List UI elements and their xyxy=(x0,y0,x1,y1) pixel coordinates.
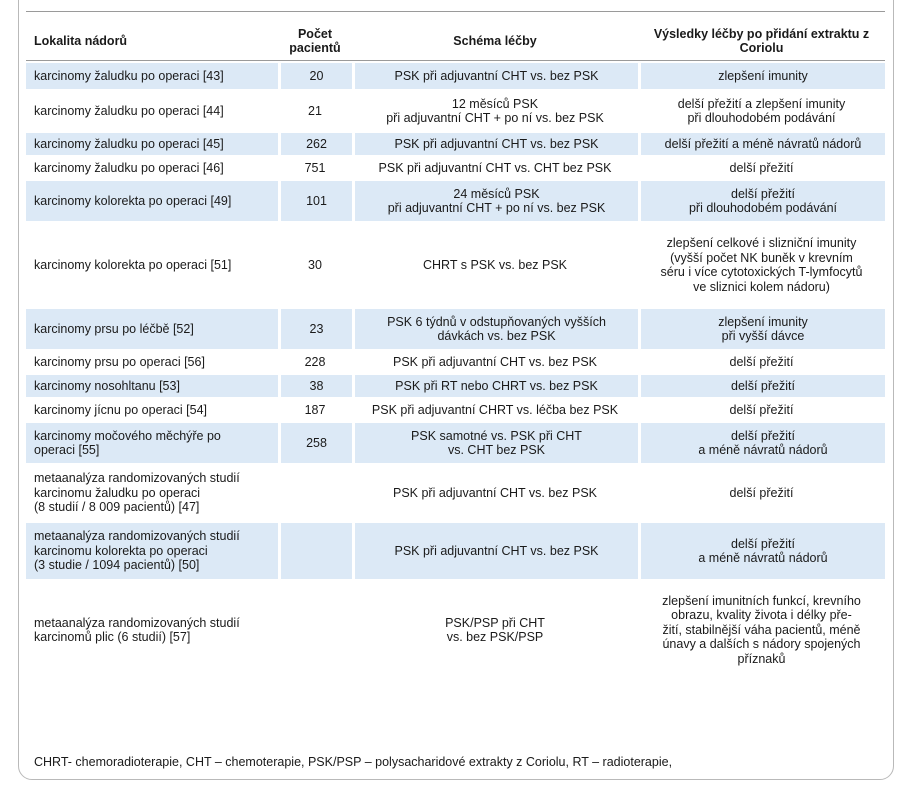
cell-scheme: PSK při adjuvantní CHT vs. bez PSK xyxy=(352,63,638,89)
cell-location: karcinomy prsu po léčbě [52] xyxy=(26,309,278,349)
cell-patients: 21 xyxy=(308,103,322,118)
table-row xyxy=(26,309,885,349)
header-results: Výsledky léčby po přidání extraktu z Coriolu xyxy=(638,21,885,61)
cell-patients: 262 xyxy=(278,133,352,155)
cell-location: karcinomy žaludku po operaci [44] xyxy=(34,103,224,118)
cell-patients: 228 xyxy=(304,354,326,369)
cell-patients: 101 xyxy=(278,181,352,221)
cell-result: delší přežití xyxy=(729,354,794,369)
cell-scheme: PSK 6 týdnů v odstupňovaných vyšších dávkách vs. bez PSK xyxy=(352,309,638,349)
header-row xyxy=(26,21,885,61)
table-row xyxy=(26,181,885,221)
cell-patients xyxy=(278,465,352,521)
cell-scheme: PSK samotné vs. PSK při CHT vs. CHT bez PSK xyxy=(352,423,638,463)
cell-scheme: 12 měsíců PSK při adjuvantní CHT + po ní vs. bez PSK xyxy=(386,96,604,125)
table-row xyxy=(26,63,885,89)
cell-scheme: 24 měsíců PSK při adjuvantní CHT + po ní vs. bez PSK xyxy=(352,181,638,221)
cell-patients: 258 xyxy=(278,423,352,463)
cell-result: zlepšení imunity při vyšší dávce xyxy=(638,309,885,349)
cell-patients xyxy=(278,581,352,679)
cell-result: zlepšení imunitních funkcí, krevního obrazu, kvality života i délky pře- žití, stabilnější váha pacientů, méně únavy a dalších s nádory spojených příznaků xyxy=(662,593,861,666)
cell-patients: 38 xyxy=(278,375,352,397)
cell-scheme: PSK při adjuvantní CHT vs. bez PSK xyxy=(352,133,638,155)
cell-scheme: PSK při adjuvantní CHT vs. bez PSK xyxy=(392,354,598,369)
cell-location: karcinomy kolorekta po operaci [51] xyxy=(34,257,232,272)
cell-patients: 20 xyxy=(278,63,352,89)
cell-scheme: PSK/PSP při CHT vs. bez PSK/PSP xyxy=(445,615,545,644)
cell-location: karcinomy žaludku po operaci [45] xyxy=(26,133,278,155)
table-row xyxy=(26,375,885,397)
table-row xyxy=(26,351,885,373)
cell-location: karcinomy močového měchýře po operaci [55] xyxy=(26,423,278,463)
treatment-table xyxy=(26,19,885,681)
cell-scheme: PSK při adjuvantní CHT vs. bez PSK xyxy=(392,485,598,500)
cell-scheme: PSK při RT nebo CHRT vs. bez PSK xyxy=(352,375,638,397)
table-row xyxy=(26,223,885,307)
cell-result: delší přežití a méně návratů nádorů xyxy=(638,523,885,579)
cell-location: karcinomy nosohltanu [53] xyxy=(26,375,278,397)
cell-scheme: CHRT s PSK vs. bez PSK xyxy=(422,257,568,272)
table-row xyxy=(26,523,885,579)
cell-result: delší přežití xyxy=(638,375,885,397)
cell-location: metaanalýza randomizovaných studií karcinomů plic (6 studií) [57] xyxy=(34,615,240,644)
header-scheme: Schéma léčby xyxy=(352,21,638,61)
top-rule xyxy=(26,11,885,12)
cell-patients: 30 xyxy=(308,257,322,272)
cell-scheme: PSK při adjuvantní CHRT vs. léčba bez PSK xyxy=(371,402,619,417)
cell-result: delší přežití při dlouhodobém podávání xyxy=(638,181,885,221)
header-location: Lokalita nádorů xyxy=(26,21,278,61)
table-row xyxy=(26,91,885,131)
table-row xyxy=(26,465,885,521)
cell-result: delší přežití a méně návratů nádorů xyxy=(638,133,885,155)
cell-location: karcinomy kolorekta po operaci [49] xyxy=(26,181,278,221)
cell-result: zlepšení celkové i slizniční imunity (vyšší počet NK buněk v krevním séru i více cytotoxických T-lymfocytů ve sliznici kolem nádoru) xyxy=(660,236,863,294)
cell-result: delší přežití xyxy=(729,485,794,500)
table-row xyxy=(26,399,885,421)
cell-result: delší přežití xyxy=(729,160,794,175)
cell-result: delší přežití a méně návratů nádorů xyxy=(638,423,885,463)
cell-result: delší přežití a zlepšení imunity při dlouhodobém podávání xyxy=(677,96,846,125)
footnote: CHRT- chemoradioterapie, CHT – chemoterapie, PSK/PSP – polysacharidové extrakty z Coriolu, RT – radioterapie, xyxy=(34,755,673,769)
cell-location: metaanalýza randomizovaných studií karcinomu žaludku po operaci (8 studií / 8 009 pacientů) [47] xyxy=(34,471,240,515)
cell-patients: 751 xyxy=(304,160,326,175)
table-row xyxy=(26,133,885,155)
cell-patients: 23 xyxy=(278,309,352,349)
cell-scheme: PSK při adjuvantní CHT vs. bez PSK xyxy=(352,523,638,579)
cell-scheme: PSK při adjuvantní CHT vs. CHT bez PSK xyxy=(378,160,612,175)
table-row xyxy=(26,581,885,679)
header-patients: Počet pacientů xyxy=(278,21,352,61)
table-row xyxy=(26,157,885,179)
cell-result: delší přežití xyxy=(729,402,794,417)
cell-location: karcinomy žaludku po operaci [43] xyxy=(26,63,278,89)
cell-location: karcinomy jícnu po operaci [54] xyxy=(34,402,208,417)
cell-location: metaanalýza randomizovaných studií karcinomu kolorekta po operaci (3 studie / 1094 pacientů) [50] xyxy=(26,523,278,579)
table-body xyxy=(26,63,885,679)
cell-result: zlepšení imunity xyxy=(638,63,885,89)
cell-location: karcinomy prsu po operaci [56] xyxy=(34,354,205,369)
cell-patients xyxy=(278,523,352,579)
table-row xyxy=(26,423,885,463)
cell-location: karcinomy žaludku po operaci [46] xyxy=(34,160,224,175)
cell-patients: 187 xyxy=(304,402,326,417)
